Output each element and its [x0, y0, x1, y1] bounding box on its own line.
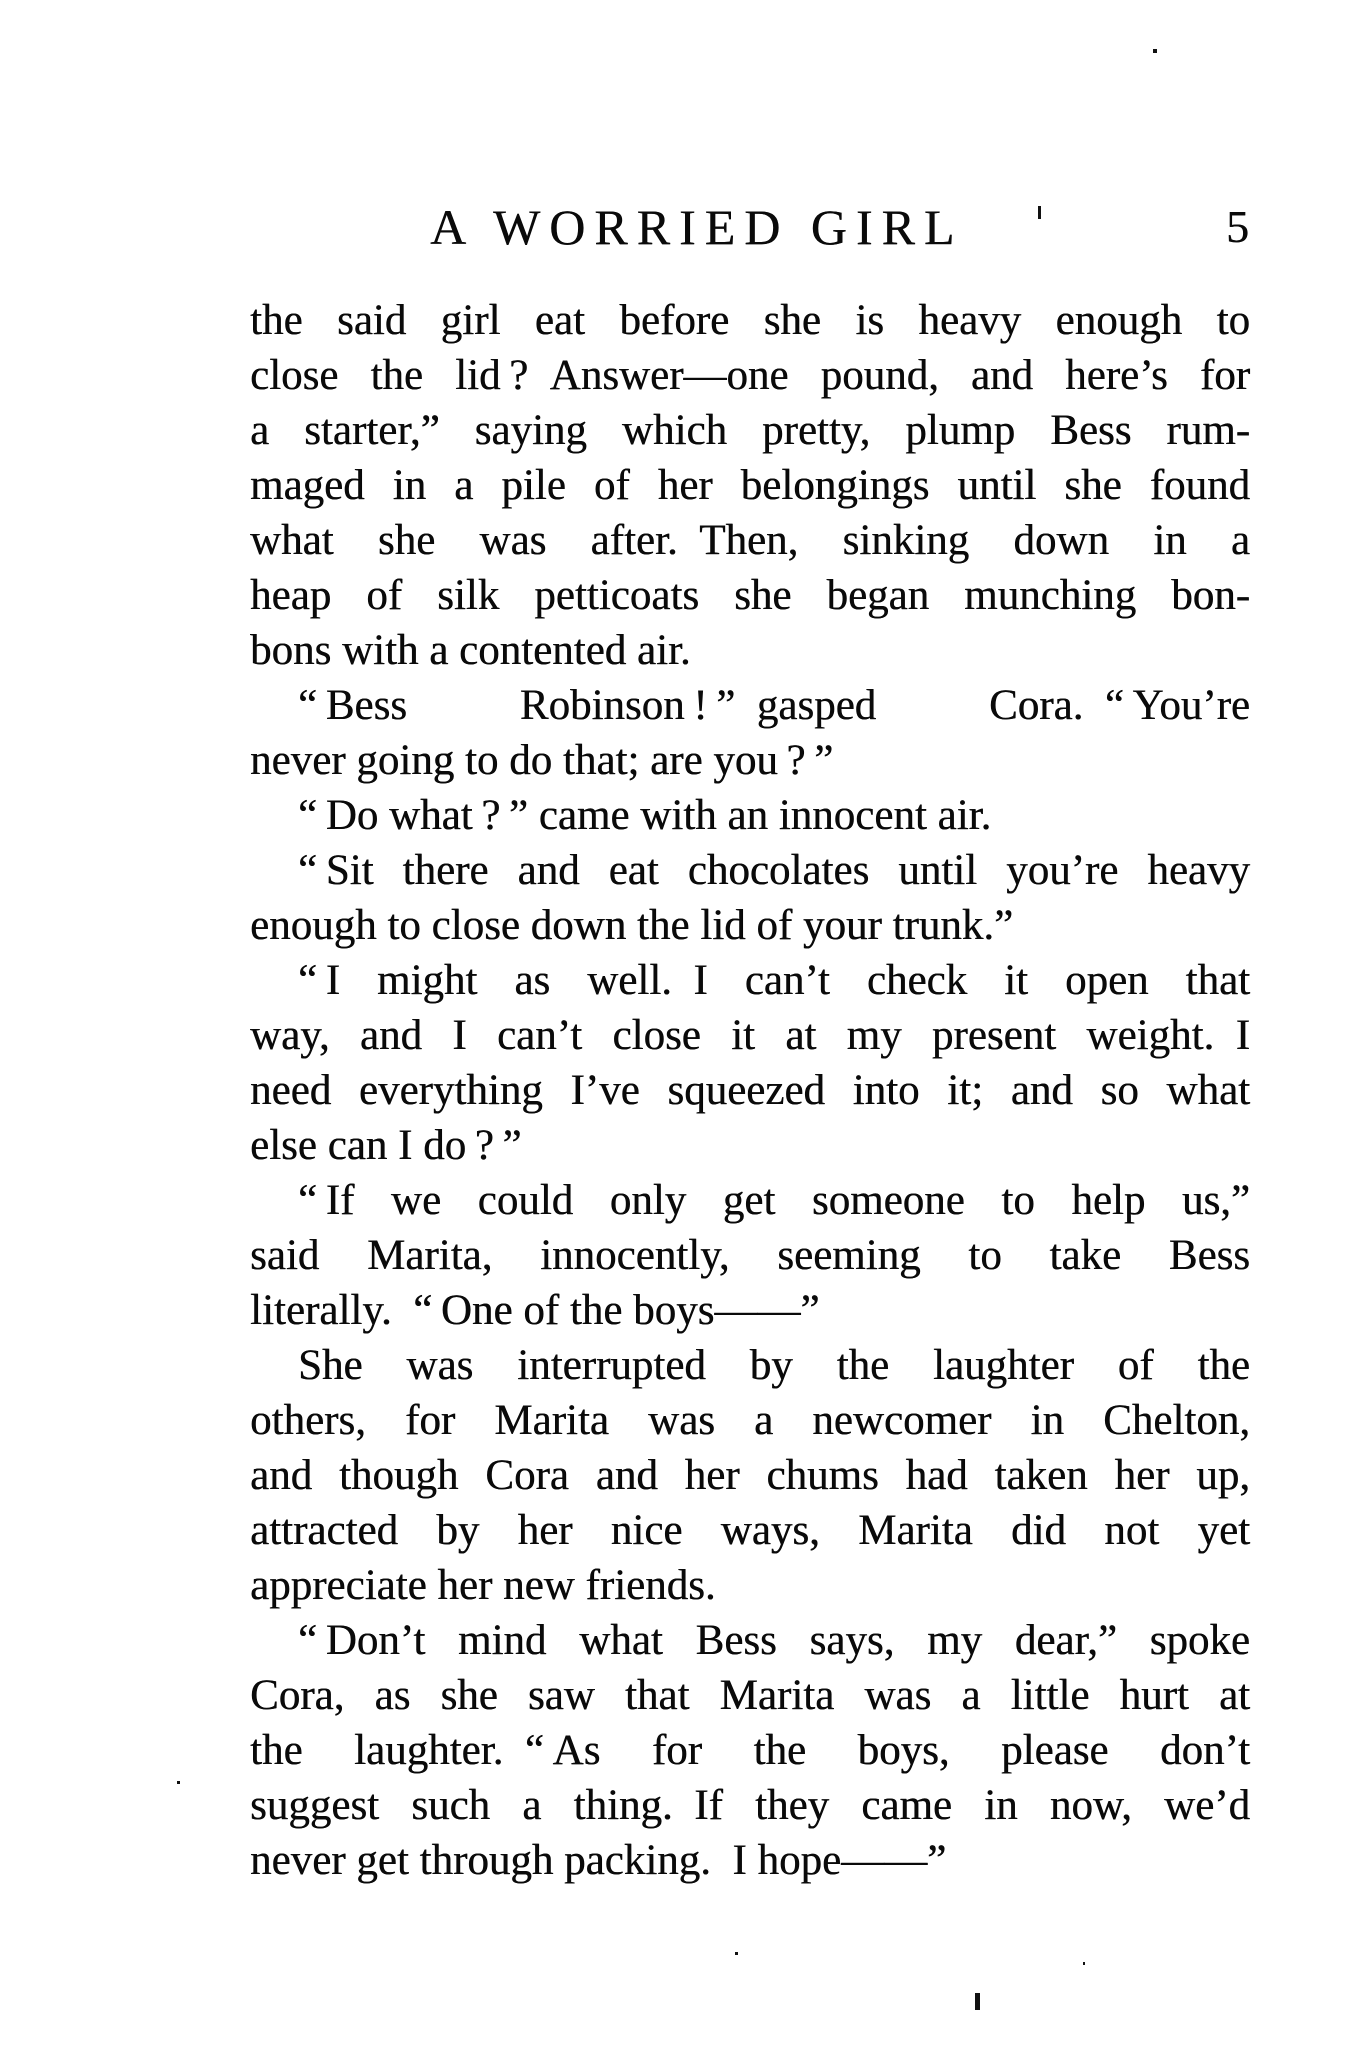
scan-speck: [1038, 206, 1041, 219]
text-line: “ Bess Robinson ! ” gasped Cora. “ You’re: [298, 682, 1250, 729]
text-line: enough to close down the lid of your trunk.”: [250, 902, 1014, 949]
text-line: suggest such a thing. If they came in now, we’d: [250, 1782, 1250, 1829]
text-line: way, and I can’t close it at my present weight. I: [250, 1012, 1250, 1059]
scan-speck: [975, 1993, 980, 2010]
running-header: A WORRIED GIRL: [430, 199, 964, 255]
text-line: the laughter. “ As for the boys, please don’t: [250, 1727, 1250, 1774]
text-line: else can I do ? ”: [250, 1122, 522, 1169]
text-line: never going to do that; are you ? ”: [250, 737, 834, 784]
text-line: “ If we could only get someone to help us,”: [298, 1177, 1250, 1224]
text-line: heap of silk petticoats she began munching bon-: [250, 572, 1250, 619]
text-line: need everything I’ve squeezed into it; and so what: [250, 1067, 1250, 1114]
text-line: the said girl eat before she is heavy enough to: [250, 297, 1250, 344]
scan-speck: [177, 1781, 180, 1784]
text-line: She was interrupted by the laughter of the: [298, 1342, 1250, 1389]
text-line: “ I might as well. I can’t check it open that: [298, 957, 1250, 1004]
text-line: Cora, as she saw that Marita was a little hurt at: [250, 1672, 1250, 1719]
text-line: attracted by her nice ways, Marita did not yet: [250, 1507, 1250, 1554]
scan-speck: [1083, 1962, 1085, 1965]
text-line: bons with a contented air.: [250, 627, 691, 674]
text-line: appreciate her new friends.: [250, 1562, 716, 1609]
text-line: literally. “ One of the boys——”: [250, 1287, 820, 1334]
text-line: close the lid ? Answer—one pound, and here’s for: [250, 352, 1250, 399]
text-block: [250, 293, 1250, 1888]
text-line: never get through packing. I hope——”: [250, 1837, 947, 1884]
text-line: “ Do what ? ” came with an innocent air.: [298, 792, 992, 839]
text-line: said Marita, innocently, seeming to take Bess: [250, 1232, 1250, 1279]
scan-speck: [1153, 49, 1157, 53]
text-line: “ Sit there and eat chocolates until you’re heavy: [298, 847, 1250, 894]
page-number: 5: [1226, 201, 1249, 252]
text-line: a starter,” saying which pretty, plump Bess rum-: [250, 407, 1250, 454]
text-line: others, for Marita was a newcomer in Chelton,: [250, 1397, 1250, 1444]
text-line: “ Don’t mind what Bess says, my dear,” spoke: [298, 1617, 1250, 1664]
text-line: what she was after. Then, sinking down in a: [250, 517, 1250, 564]
text-line: maged in a pile of her belongings until she found: [250, 462, 1250, 509]
scan-speck: [735, 1952, 738, 1955]
text-line: and though Cora and her chums had taken her up,: [250, 1452, 1250, 1499]
